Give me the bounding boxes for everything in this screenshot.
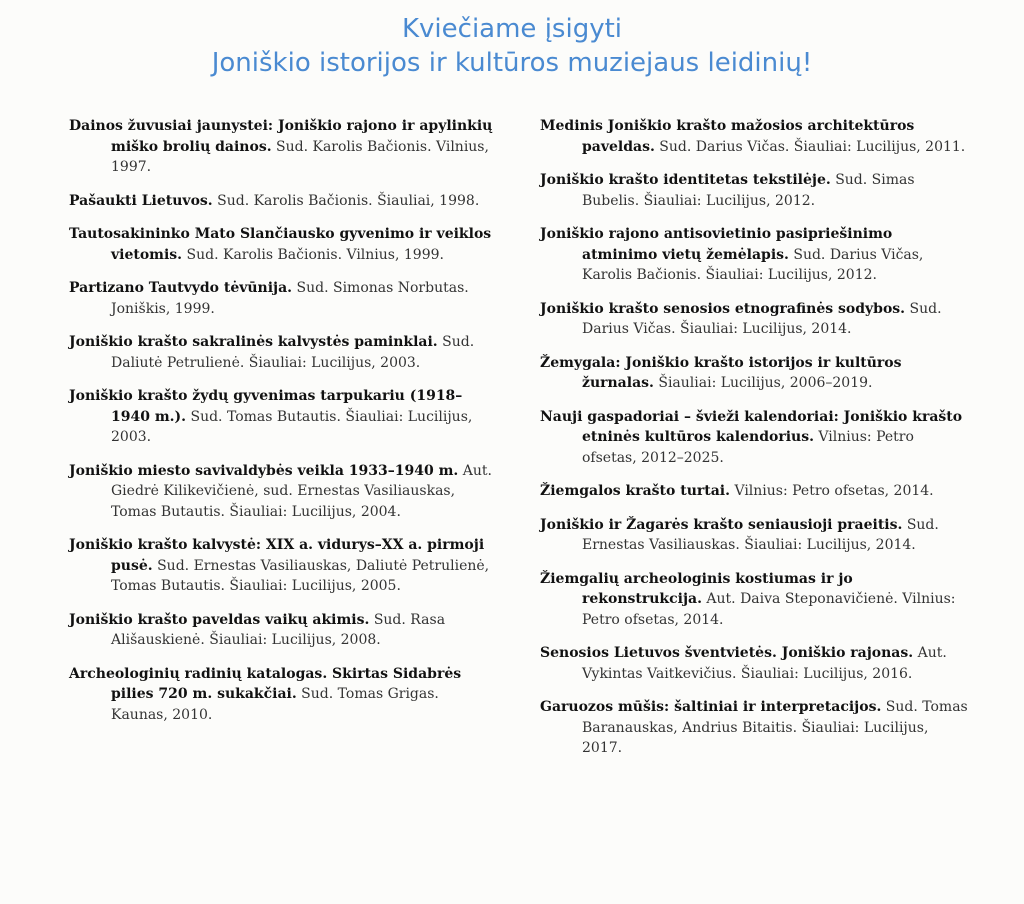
publication-details: Aut. Vykintas Vaitkevičius. Šiauliai: Lucilijus, 2016. [582, 645, 947, 682]
publication-details: Sud. Tomas Baranauskas, Andrius Bitaitis. Šiauliai: Lucilijus, 2017. [582, 699, 968, 756]
publication-entry [540, 170, 970, 211]
publication-title: Žemygala: Joniškio krašto istorijos ir kultūros žurnalas. [540, 354, 902, 391]
publication-details: Šiauliai: Lucilijus, 2006–2019. [658, 375, 873, 391]
publication-details: Aut. Daiva Steponavičienė. Vilnius: Petro ofsetas, 2014. [582, 591, 956, 628]
heading-line-1: Kviečiame įsigyti [402, 14, 622, 44]
publication-details: Sud. Darius Vičas, Karolis Bačionis. Šiauliai: Lucilijus, 2012. [582, 246, 924, 283]
publication-title: Joniškio krašto paveldas vaikų akimis. [69, 611, 370, 628]
publication-entry [69, 116, 499, 178]
publication-details: Sud. Karolis Bačionis. Vilnius, 1997. [111, 138, 489, 175]
publication-entry [69, 278, 499, 319]
page-heading [0, 12, 1024, 80]
publication-title: Dainos žuvusiai jaunystei: Joniškio rajono ir apylinkių miško brolių dainos. [69, 118, 493, 155]
publication-title: Žiemgalos krašto turtai. [540, 483, 730, 499]
publication-details: Vilnius: Petro ofsetas, 2012–2025. [582, 429, 914, 466]
publication-title: Pašaukti Lietuvos. [69, 192, 213, 209]
publication-entry [69, 386, 499, 448]
publication-details: Sud. Tomas Butautis. Šiauliai: Lucilijus, 2003. [111, 408, 473, 445]
publication-title: Archeologinių radinių katalogas. Skirtas Sidabrės pilies 720 m. sukakčiai. [69, 665, 462, 702]
publication-entry [540, 481, 970, 502]
publication-entry [540, 515, 970, 556]
publication-entry [540, 299, 970, 340]
publication-entry [69, 535, 499, 597]
publication-entry [540, 643, 970, 684]
publication-entry [540, 353, 970, 394]
publication-title: Joniškio ir Žagarės krašto seniausioji praeitis. [540, 516, 903, 533]
publication-title: Joniškio rajono antisovietinio pasipriešinimo atminimo vietų žemėlapis. [540, 226, 893, 263]
publication-title: Tautosakininko Mato Slančiausko gyvenimo ir veiklos vietomis. [69, 226, 492, 263]
publication-details: Sud. Darius Vičas. Šiauliai: Lucilijus, 2011. [659, 138, 966, 155]
publication-details: Sud. Ernestas Vasiliauskas. Šiauliai: Lucilijus, 2014. [582, 516, 939, 553]
publication-entry [540, 569, 970, 631]
publication-details: Sud. Simas Bubelis. Šiauliai: Lucilijus, 2012. [582, 172, 915, 209]
publication-details: Sud. Simonas Norbutas. Joniškis, 1999. [111, 280, 469, 317]
publication-details: Sud. Darius Vičas. Šiauliai: Lucilijus, 2014. [582, 300, 942, 337]
publication-title: Joniškio krašto žydų gyvenimas tarpukariu (1918–1940 m.). [69, 388, 463, 425]
publication-details: Sud. Ernestas Vasiliauskas, Daliutė Petrulienė, Tomas Butautis. Šiauliai: Lucilijus, 2005. [111, 557, 490, 594]
publication-title: Joniškio krašto sakralinės kalvystės paminklai. [69, 334, 438, 350]
publication-title: Žiemgalių archeologinis kostiumas ir jo rekonstrukcija. [540, 570, 853, 607]
publication-title: Garuozos mūšis: šaltiniai ir interpretacijos. [540, 699, 882, 715]
publication-details: Sud. Tomas Grigas. Kaunas, 2010. [111, 686, 439, 723]
publication-title: Joniškio krašto kalvystė: XIX a. vidurys–XX a. pirmoji pusė. [69, 537, 485, 574]
publication-entry [69, 461, 499, 523]
publication-entry [540, 407, 970, 469]
publication-details: Sud. Karolis Bačionis. Vilnius, 1999. [186, 246, 444, 263]
publication-title: Joniškio krašto senosios etnografinės sodybos. [540, 300, 906, 317]
publication-entry [69, 610, 499, 651]
heading-line-2: Joniškio istorijos ir kultūros muziejaus leidinių! [211, 48, 813, 78]
publication-title: Joniškio krašto identitetas tekstilėje. [540, 172, 831, 188]
publication-entry [540, 224, 970, 286]
right-column [540, 116, 970, 772]
publication-title: Partizano Tautvydo tėvūnija. [69, 280, 293, 296]
publication-details: Aut. Giedrė Kilikevičienė, sud. Ernestas Vasiliauskas, Tomas Butautis. Šiauliai: Lucilijus, 2004. [111, 462, 492, 520]
publication-details: Sud. Daliutė Petrulienė. Šiauliai: Lucilijus, 2003. [111, 334, 475, 371]
left-column [69, 116, 499, 738]
publication-title: Nauji gaspadoriai – švieži kalendoriai: Joniškio krašto etninės kultūros kalendorius. [540, 408, 963, 445]
publication-details: Vilnius: Petro ofsetas, 2014. [734, 483, 934, 499]
publication-entry [69, 332, 499, 373]
publication-title: Medinis Joniškio krašto mažosios architektūros paveldas. [540, 118, 915, 155]
publication-title: Senosios Lietuvos šventvietės. Joniškio rajonas. [540, 645, 914, 661]
publication-title: Joniškio miesto savivaldybės veikla 1933–1940 m. [69, 462, 459, 479]
publication-details: Sud. Rasa Ališauskienė. Šiauliai: Lucilijus, 2008. [111, 611, 446, 648]
publication-entry [540, 697, 970, 759]
publication-entry [69, 191, 499, 212]
publication-details: Sud. Karolis Bačionis. Šiauliai, 1998. [217, 192, 480, 209]
publication-entry [69, 664, 499, 726]
publication-entry [69, 224, 499, 265]
publication-entry [540, 116, 970, 157]
